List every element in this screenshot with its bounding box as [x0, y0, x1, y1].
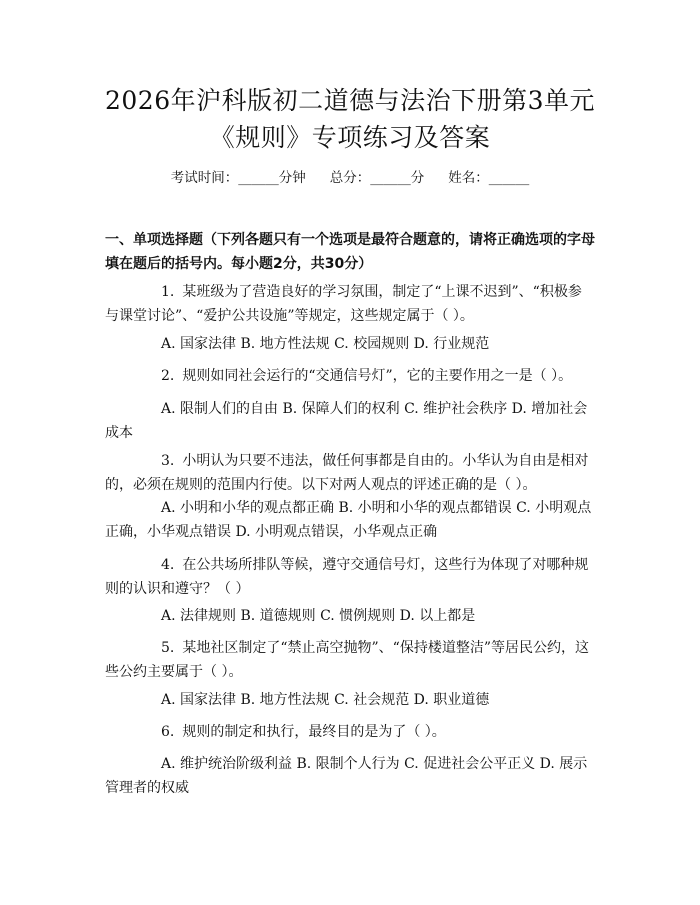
section-heading: 一、单项选择题（下列各题只有一个选项是最符合题意的，请将正确选项的字母填在题后的括号内。每小题2分，共30分） — [105, 232, 595, 272]
question-3 — [105, 449, 595, 497]
student-name-label: 姓名：______ — [448, 170, 530, 186]
total-score-label: 总分：______分 — [329, 170, 425, 186]
question-4 — [105, 553, 595, 601]
question-5-options: A. 国家法律 B. 地方性法规 C. 社会规范 D. 职业道德 — [161, 692, 490, 708]
question-text: 某地社区制定了“禁止高空抛物”、“保持楼道整洁”等居民公约，这些公约主要属于（ ）。 — [105, 640, 589, 680]
question-4-options: A. 法律规则 B. 道德规则 C. 惯例规则 D. 以上都是 — [161, 608, 476, 624]
question-2-options: A. 限制人们的自由 B. 保障人们的权利 C. 维护社会秩序 D. 增加社会成本 — [105, 401, 588, 441]
question-2 — [105, 364, 595, 388]
question-number: 1. — [161, 284, 175, 300]
question-3-options: A. 小明和小华的观点都正确 B. 小明和小华的观点都错误 C. 小明观点正确，小华观点错误 D. 小明观点错误，小华观点正确 — [105, 500, 592, 540]
question-6 — [105, 720, 595, 744]
document-title-line-2: 《规则》专项练习及答案 — [209, 123, 491, 152]
question-text: 规则如同社会运行的“交通信号灯”，它的主要作用之一是（ ）。 — [182, 368, 573, 384]
question-6-options: A. 维护统治阶级利益 B. 限制个人行为 C. 促进社会公平正义 D. 展示管理者的权威 — [105, 756, 588, 796]
exam-time-label: 考试时间：______分钟 — [170, 170, 306, 186]
question-number: 4. — [161, 557, 175, 573]
question-text: 规则的制定和执行，最终目的是为了（ ）。 — [182, 724, 446, 740]
question-number: 6. — [161, 724, 175, 740]
question-number: 2. — [161, 368, 175, 384]
document-title-line-1: 2026年沪科版初二道德与法治下册第3单元 — [104, 86, 596, 115]
question-1 — [105, 280, 595, 328]
question-1-options: A. 国家法律 B. 地方性法规 C. 校园规则 D. 行业规范 — [161, 336, 490, 352]
exam-meta — [0, 168, 700, 188]
question-text: 在公共场所排队等候，遵守交通信号灯，这些行为体现了对哪种规则的认识和遵守？（ ） — [105, 557, 589, 597]
question-text: 某班级为了营造良好的学习氛围，制定了“上课不迟到”、“积极参与课堂讨论”、“爱护公共设施”等规定，这些规定属于（ ）。 — [105, 284, 582, 324]
question-number: 3. — [161, 453, 175, 469]
question-number: 5. — [161, 640, 175, 656]
question-text: 小明认为只要不违法，做任何事都是自由的。小华认为自由是相对的，必须在规则的范围内行使。以下对两人观点的评述正确的是（ ）。 — [105, 453, 589, 493]
question-5 — [105, 636, 595, 684]
